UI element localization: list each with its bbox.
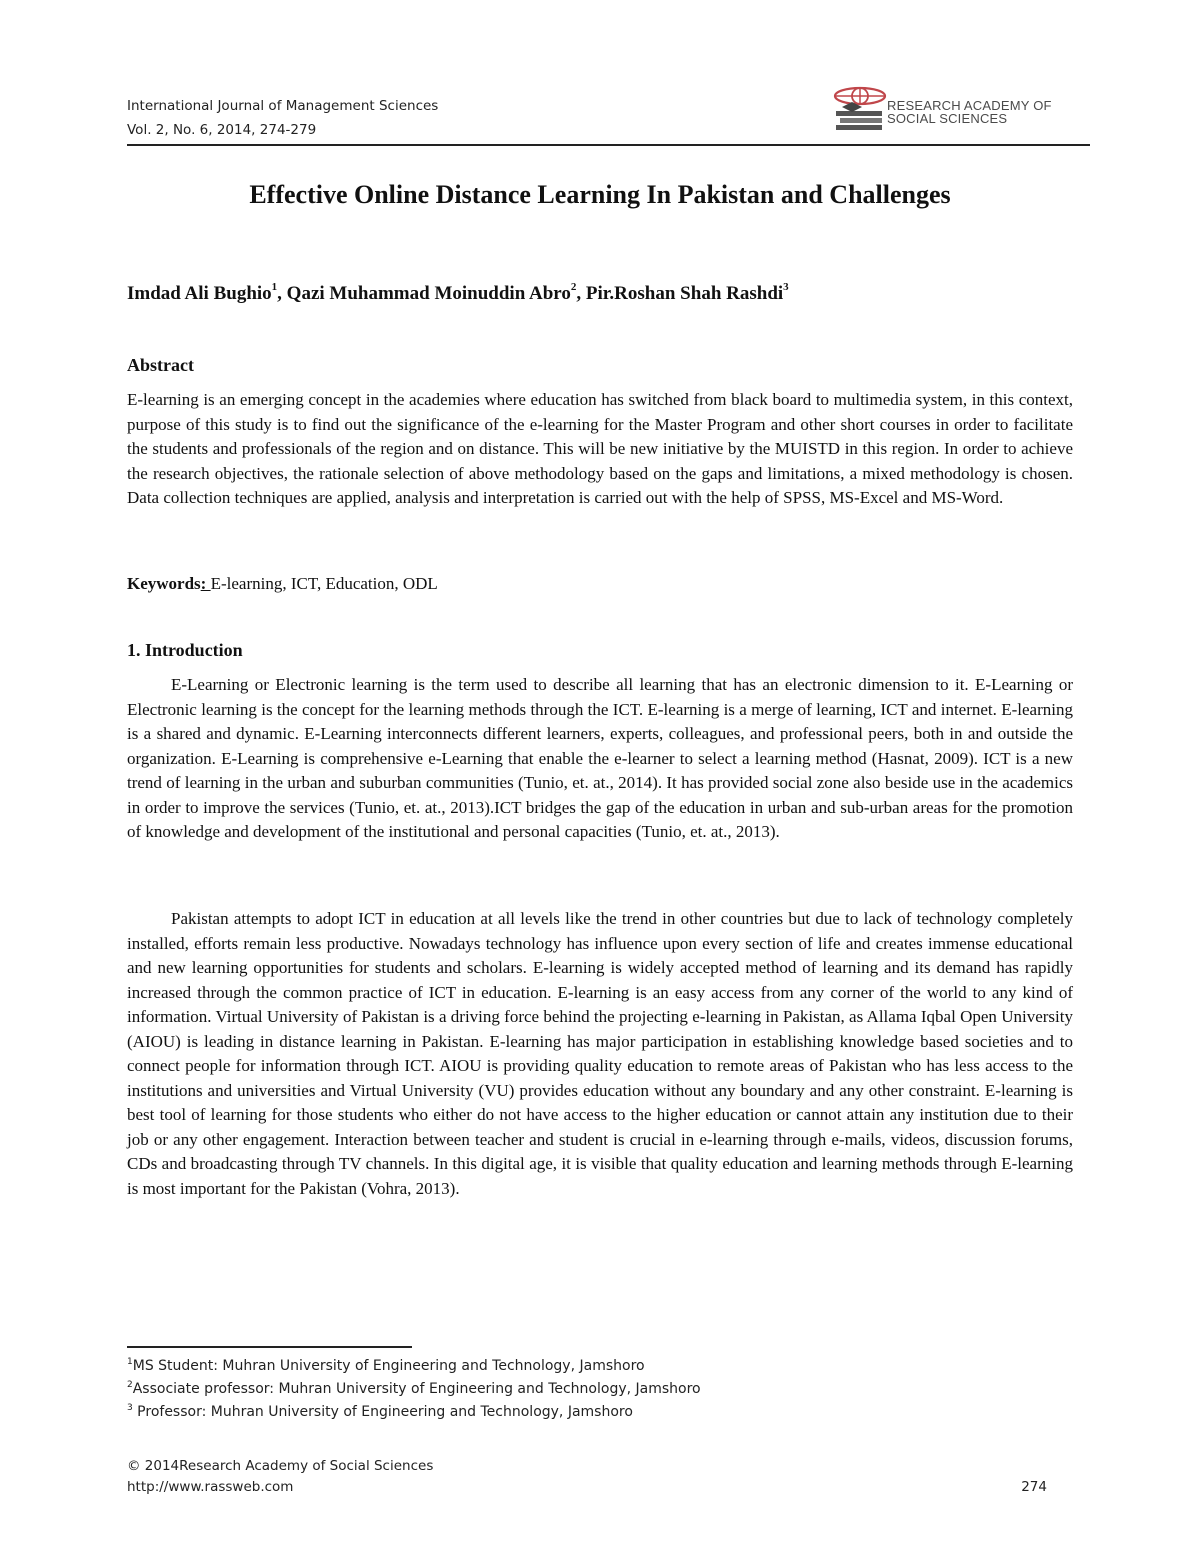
- footnote: [127, 1355, 701, 1378]
- publisher-name: [887, 99, 1052, 125]
- footnotes: [127, 1355, 701, 1424]
- author-name: Imdad Ali Bughio: [127, 283, 272, 304]
- volume-info: Vol. 2, No. 6, 2014, 274-279: [127, 122, 317, 138]
- footnote: [127, 1378, 701, 1401]
- author-name: Pir.Roshan Shah Rashdi: [585, 283, 784, 304]
- journal-name: International Journal of Management Sciences: [127, 98, 439, 114]
- page-number: 274: [1021, 1479, 1047, 1495]
- footnote-mark: 3: [127, 1403, 133, 1413]
- author-affiliation-mark: 3: [783, 281, 789, 293]
- keywords-list: E-learning, ICT, Education, ODL: [210, 574, 438, 593]
- publisher-name-line-2: SOCIAL SCIENCES: [887, 111, 1008, 126]
- footnote-mark: 2: [127, 1380, 133, 1390]
- footnote-divider: [127, 1346, 412, 1348]
- keywords-label: Keywords: [127, 574, 201, 593]
- rass-logo-icon: [830, 85, 888, 139]
- keywords-separator: :: [200, 574, 211, 593]
- author-separator: ,: [277, 283, 287, 304]
- footnote-text: MS Student: Muhran University of Engineering and Technology, Jamshoro: [132, 1358, 645, 1374]
- page-header: [127, 94, 1090, 146]
- footnote-mark: 1: [127, 1357, 133, 1367]
- keywords-line: [127, 572, 438, 596]
- publisher-url: http://www.rassweb.com: [127, 1479, 294, 1495]
- copyright-notice: © 2014Research Academy of Social Sciences: [127, 1458, 434, 1474]
- author-affiliation-mark: 2: [570, 281, 577, 293]
- author-list: [127, 283, 789, 305]
- footnote: [127, 1401, 701, 1424]
- abstract-text: E-learning is an emerging concept in the academies where education has switched from black board to multimedia system, in this context, purpose of this study is to find out the significance of the e-learning for the Master Program and other short courses in order to facilitate the students and professionals of the region and on distance. This will be new initiative by the MUISTD in this region. In order to achieve the research objectives, the rationale selection of above methodology based on the gaps and limitations, a mixed methodology is chosen. Data collection techniques are applied, analysis and interpretation is carried out with the help of SPSS, MS-Excel and MS-Word.: [127, 390, 1073, 507]
- author-affiliation-mark: 1: [271, 281, 278, 293]
- intro-paragraph: E-Learning or Electronic learning is the term used to describe all learning that has an electronic dimension to it. E-Learning or Electronic learning is the concept for the learning methods through the ICT. E-learning is a merge of learning, ICT and internet. E-learning is a shared and dynamic. E-Learning interconnects different learners, experts, colleagues, and professional peers, both in and outside the organization. E-Learning is comprehensive e-Learning that enable the e-learner to select a learning method (Hasnat, 2009). ICT is a new trend of learning in the urban and suburban communities (Tunio, et. at., 2014). It has provided social zone also beside use in the academics in order to improve the services (Tunio, et. at., 2013).ICT bridges the gap of the education in urban and sub-urban areas for the promotion of knowledge and development of the institutional and personal capacities (Tunio, et. at., 2013).: [127, 675, 1073, 841]
- author-name: Qazi Muhammad Moinuddin Abro: [286, 283, 571, 304]
- footnote-text: Professor: Muhran University of Engineering and Technology, Jamshoro: [132, 1404, 633, 1420]
- publisher-name-line-1: RESEARCH ACADEMY OF: [887, 98, 1052, 113]
- paper-title: Effective Online Distance Learning In Pakistan and Challenges: [249, 180, 951, 209]
- abstract-heading: Abstract: [127, 355, 194, 375]
- intro-paragraph: Pakistan attempts to adopt ICT in education at all levels like the trend in other countries but due to lack of technology completely installed, efforts remain less productive. Nowadays technology has influence upon every section of life and creates immense educational and new learning opportunities for students and scholars. E-learning is widely accepted method of learning and its demand has rapidly increased through the common practice of ICT in education. E-learning is an easy access from any corner of the world to any kind of information. Virtual University of Pakistan is a driving force behind the projecting e-learning in Pakistan, as Allama Iqbal Open University (AIOU) is leading in distance learning in Pakistan. E-learning has major participation in establishing knowledge based societies and to connect people for information through ICT. AIOU is providing quality education to remote areas of Pakistan who has less access to the institutions and universities and Virtual University (VU) provides education without any boundary and any other constraint. E-learning is best tool of learning for those students who either do not have access to the higher education or cannot attain any institution due to their job or any other engagement. Interaction between teacher and student is crucial in e-learning through e-mails, videos, discussion forums, CDs and broadcasting through TV channels. In this digital age, it is visible that quality education and learning methods through E-learning is most important for the Pakistan (Vohra, 2013).: [127, 909, 1073, 1198]
- section-heading-introduction: 1. Introduction: [127, 640, 243, 660]
- page-footer: [127, 1456, 1047, 1498]
- publisher-logo: [830, 85, 1080, 139]
- author-separator: ,: [576, 283, 586, 304]
- footnote-text: Associate professor: Muhran University of Engineering and Technology, Jamshoro: [132, 1381, 701, 1397]
